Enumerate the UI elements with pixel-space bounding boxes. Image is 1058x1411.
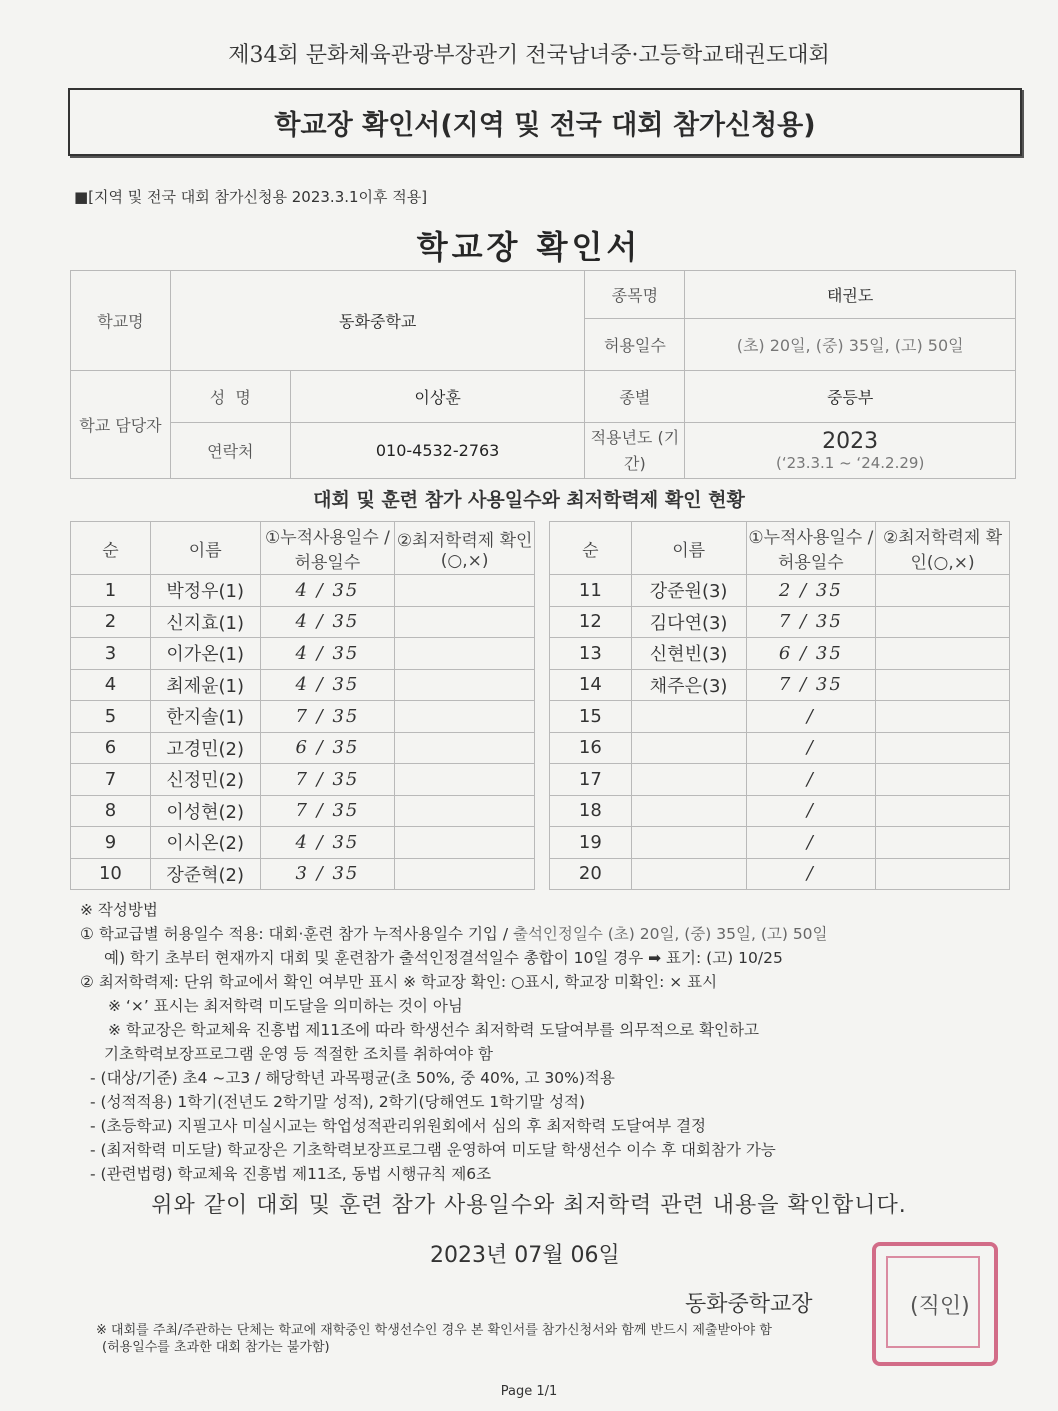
column-gap <box>534 522 549 575</box>
instructions <box>80 898 1000 1186</box>
instruction-1 <box>80 922 1000 946</box>
contact-value: 010-4532-2763 <box>290 423 585 479</box>
main-title: 학교장 확인서 <box>416 228 642 266</box>
footnote <box>96 1322 772 1356</box>
issue-date: 2023년 07월 06일 <box>430 1243 620 1268</box>
student-days: / <box>746 827 876 859</box>
student-academic-check <box>876 858 1010 890</box>
column-gap <box>534 701 549 733</box>
student-row <box>71 764 1010 796</box>
student-row <box>71 606 1010 638</box>
student-days: / <box>746 795 876 827</box>
footnote-line-1: ※ 대회를 주최/주관하는 단체는 학교에 재학중인 학생선수인 경우 본 확인서를 참가신청서와 함께 반드시 제출받아야 함 <box>96 1323 772 1338</box>
student-no: 15 <box>549 701 631 733</box>
event-label: 종목명 <box>585 271 685 319</box>
student-no: 12 <box>549 606 631 638</box>
student-days: 3 / 35 <box>260 858 395 890</box>
student-name: 이성현(2) <box>150 795 260 827</box>
student-no: 18 <box>549 795 631 827</box>
student-no: 17 <box>549 764 631 796</box>
student-no: 8 <box>71 795 151 827</box>
student-no: 3 <box>71 638 151 670</box>
header-no: 순 <box>549 522 631 575</box>
student-row <box>71 858 1010 890</box>
student-days: 2 / 35 <box>746 575 876 607</box>
instruction-1-highlight: 출석인정일수 (초) 20일, (중) 35일, (고) 50일 <box>512 925 828 943</box>
instruction-1-text: ① 학교급별 허용일수 적용: 대회·훈련 참가 누적사용일수 기입 / <box>80 925 513 943</box>
student-row <box>71 827 1010 859</box>
student-name: 신지효(1) <box>150 606 260 638</box>
student-academic-check <box>395 795 535 827</box>
student-name: 이가온(1) <box>150 638 260 670</box>
instruction-2: ② 최저학력제: 단위 학교에서 확인 여부만 표시 ※ 학교장 확인: ○표시, 학교장 미확인: × 표시 <box>80 973 718 991</box>
student-academic-check <box>876 606 1010 638</box>
student-name: 신현빈(3) <box>631 638 746 670</box>
student-days: / <box>746 858 876 890</box>
allowed-days-value: (초) 20일, (중) 35일, (고) 50일 <box>685 319 1016 371</box>
column-gap <box>534 575 549 607</box>
students-table <box>70 521 1010 890</box>
column-gap <box>534 827 549 859</box>
event-value: 태권도 <box>685 271 1016 319</box>
application-notice: ■[지역 및 전국 대회 참가신청용 2023.3.1이후 적용] <box>74 188 428 206</box>
column-gap <box>534 858 549 890</box>
student-name: 김다연(3) <box>631 606 746 638</box>
student-name: 한지솔(1) <box>150 701 260 733</box>
instruction-4-cont: 기초학력보장프로그램 운영 등 적절한 조치를 취하여야 함 <box>104 1045 493 1063</box>
student-no: 16 <box>549 732 631 764</box>
student-days: 7 / 35 <box>260 764 395 796</box>
column-gap <box>534 638 549 670</box>
student-academic-check <box>876 669 1010 701</box>
student-name: 강준원(3) <box>631 575 746 607</box>
detail-1: - (대상/기준) 초4 ~고3 / 해당학년 과목평균(초 50%, 중 40%, 고 30%)적용 <box>90 1069 615 1087</box>
student-days: 6 / 35 <box>260 732 395 764</box>
header-academic: ②최저학력제 확인(○,×) <box>876 522 1010 575</box>
student-academic-check <box>876 575 1010 607</box>
student-name <box>631 764 746 796</box>
student-days: / <box>746 732 876 764</box>
student-academic-check <box>395 669 535 701</box>
student-days: / <box>746 701 876 733</box>
student-academic-check <box>395 732 535 764</box>
student-academic-check <box>876 764 1010 796</box>
student-row <box>71 701 1010 733</box>
header-name: 이름 <box>150 522 260 575</box>
column-gap <box>534 795 549 827</box>
student-academic-check <box>876 638 1010 670</box>
page-number: Page 1/1 <box>500 1384 558 1399</box>
header-no: 순 <box>71 522 151 575</box>
column-gap <box>534 606 549 638</box>
instruction-1-example: 예) 학기 초부터 현재까지 대회 및 훈련참가 출석인정결석일수 총합이 10일 경우 ➡ 표기: (고) 10/25 <box>104 949 783 967</box>
student-no: 20 <box>549 858 631 890</box>
student-academic-check <box>395 701 535 733</box>
student-academic-check <box>395 606 535 638</box>
header-name: 이름 <box>631 522 746 575</box>
student-academic-check <box>876 701 1010 733</box>
student-academic-check <box>395 764 535 796</box>
instructions-heading: ※ 작성방법 <box>80 901 158 919</box>
student-name <box>631 701 746 733</box>
header-days: ①누적사용일수 /허용일수 <box>260 522 395 575</box>
column-gap <box>534 764 549 796</box>
student-row <box>71 638 1010 670</box>
student-no: 1 <box>71 575 151 607</box>
name-label: 성 명 <box>170 371 290 423</box>
confirmation-statement: 위와 같이 대회 및 훈련 참가 사용일수와 최저학력 관련 내용을 확인합니다. <box>151 1193 907 1218</box>
student-no: 2 <box>71 606 151 638</box>
student-name: 이시온(2) <box>150 827 260 859</box>
student-days: / <box>746 764 876 796</box>
student-no: 11 <box>549 575 631 607</box>
student-days: 7 / 35 <box>260 701 395 733</box>
footnote-line-2: (허용일수를 초과한 대회 참가는 불가함) <box>102 1340 330 1355</box>
student-no: 13 <box>549 638 631 670</box>
student-no: 6 <box>71 732 151 764</box>
competition-title: 제34회 문화체육관광부장관기 전국남녀중·고등학교태권도대회 <box>228 43 830 68</box>
student-name <box>631 795 746 827</box>
school-label: 학교명 <box>71 271 171 371</box>
student-days: 4 / 35 <box>260 575 395 607</box>
student-name: 신정민(2) <box>150 764 260 796</box>
section-title: 대회 및 훈련 참가 사용일수와 최저학력제 확인 현황 <box>313 489 745 511</box>
student-no: 10 <box>71 858 151 890</box>
student-days: 4 / 35 <box>260 669 395 701</box>
manager-name: 이상훈 <box>290 371 585 423</box>
column-gap <box>534 732 549 764</box>
seal-placeholder: (직인) <box>910 1294 970 1319</box>
student-name <box>631 732 746 764</box>
detail-3: - (초등학교) 지필고사 미실시교는 학업성적관리위원회에서 심의 후 최저학력 도달여부 결정 <box>90 1117 707 1135</box>
student-name: 채주은(3) <box>631 669 746 701</box>
student-days: 7 / 35 <box>746 669 876 701</box>
instruction-4: ※ 학교장은 학교체육 진흥법 제11조에 따라 학생선수 최저학력 도달여부를 의무적으로 확인하고 <box>108 1021 759 1039</box>
student-academic-check <box>876 732 1010 764</box>
year-cell <box>685 423 1016 479</box>
student-academic-check <box>395 575 535 607</box>
student-days: 7 / 35 <box>746 606 876 638</box>
year-label: 적용년도 (기간) <box>585 423 685 479</box>
allowed-days-label: 허용일수 <box>585 319 685 371</box>
student-no: 7 <box>71 764 151 796</box>
student-row <box>71 732 1010 764</box>
student-row <box>71 575 1010 607</box>
detail-2: - (성적적용) 1학기(전년도 2학기말 성적), 2학기(당해연도 1학기말 성적) <box>90 1093 586 1111</box>
school-info-table <box>70 270 1016 479</box>
student-days: 4 / 35 <box>260 606 395 638</box>
detail-4: - (최저학력 미도달) 학교장은 기초학력보장프로그램 운영하여 미도달 학생선수 이수 후 대회참가 가능 <box>90 1141 776 1159</box>
student-academic-check <box>876 795 1010 827</box>
student-no: 19 <box>549 827 631 859</box>
student-name: 박정우(1) <box>150 575 260 607</box>
student-days: 4 / 35 <box>260 638 395 670</box>
student-days: 6 / 35 <box>746 638 876 670</box>
student-row <box>71 669 1010 701</box>
student-academic-check <box>876 827 1010 859</box>
header-academic: ②최저학력제 확인(○,×) <box>395 522 535 575</box>
student-no: 4 <box>71 669 151 701</box>
header-days: ①누적사용일수 /허용일수 <box>746 522 876 575</box>
student-academic-check <box>395 827 535 859</box>
student-no: 5 <box>71 701 151 733</box>
student-academic-check <box>395 638 535 670</box>
instruction-3: ※ ‘×’ 표시는 최저학력 미도달을 의미하는 것이 아님 <box>108 997 463 1015</box>
contact-label: 연락처 <box>170 423 290 479</box>
document-title: 학교장 확인서(지역 및 전국 대회 참가신청용) <box>274 110 816 141</box>
category-label: 종별 <box>585 371 685 423</box>
student-row <box>71 795 1010 827</box>
student-name: 최제윤(1) <box>150 669 260 701</box>
column-gap <box>534 669 549 701</box>
detail-5: - (관련법령) 학교체육 진흥법 제11조, 동법 시행규칙 제6조 <box>90 1165 492 1183</box>
student-name: 고경민(2) <box>150 732 260 764</box>
student-no: 14 <box>549 669 631 701</box>
category-value: 중등부 <box>685 371 1016 423</box>
manager-label: 학교 담당자 <box>71 371 171 479</box>
student-academic-check <box>395 858 535 890</box>
student-no: 9 <box>71 827 151 859</box>
student-days: 4 / 35 <box>260 827 395 859</box>
student-name: 장준혁(2) <box>150 858 260 890</box>
student-days: 7 / 35 <box>260 795 395 827</box>
signer-name: 동화중학교장 <box>685 1292 813 1317</box>
student-name <box>631 858 746 890</box>
year-value: 2023 <box>822 429 879 454</box>
period-value: (‘23.3.1 ~ ‘24.2.29) <box>776 454 925 472</box>
school-name: 동화중학교 <box>170 271 585 371</box>
student-name <box>631 827 746 859</box>
